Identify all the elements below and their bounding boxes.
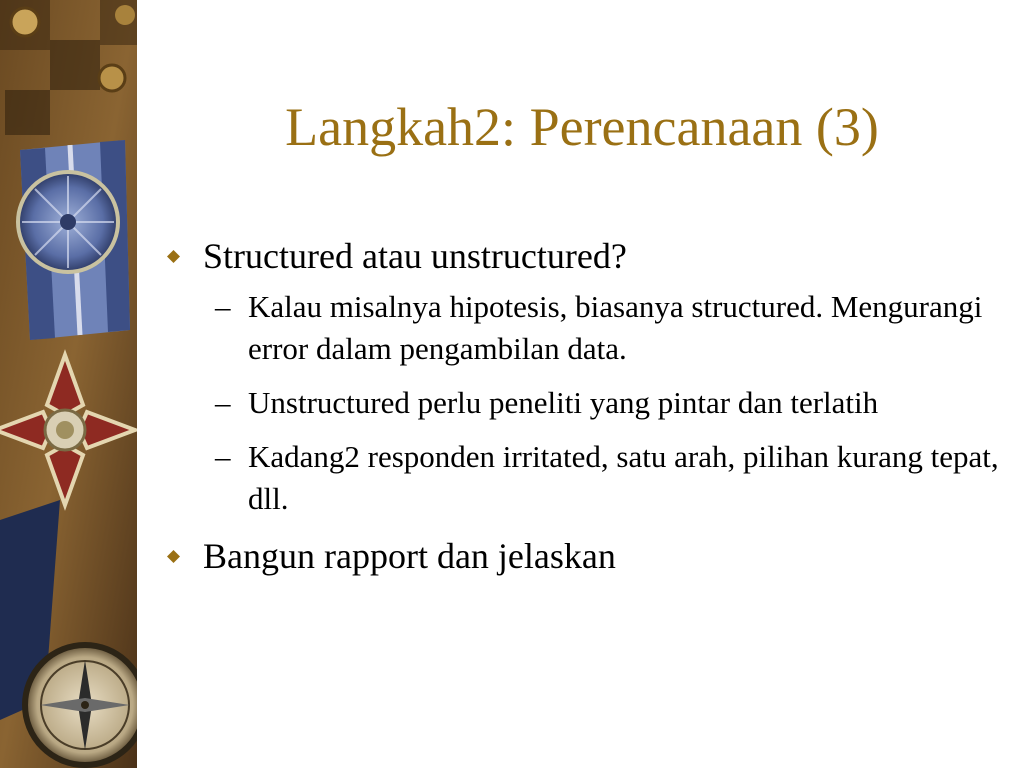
bullet-item	[165, 232, 1010, 280]
dash-marker: –	[215, 385, 231, 420]
bullet-item	[165, 532, 1010, 580]
sub-bullet-item	[215, 436, 1008, 520]
dash-marker: –	[215, 439, 231, 474]
diamond-bullet-icon	[167, 250, 180, 263]
bullet-text: Structured atau unstructured?	[203, 236, 627, 276]
slide-title: Langkah2: Perencanaan (3)	[285, 97, 879, 157]
sub-bullet-item	[215, 382, 1008, 424]
slide-body	[165, 232, 1010, 586]
medal-compass-illustration	[0, 0, 137, 768]
diamond-bullet-icon	[167, 550, 180, 563]
sub-bullet-text: Unstructured perlu peneliti yang pintar dan terlatih	[248, 385, 879, 420]
sub-bullet-item	[215, 286, 1008, 370]
dash-marker: –	[215, 289, 231, 324]
sub-bullet-text: Kalau misalnya hipotesis, biasanya structured. Mengurangi error dalam pengambilan data.	[248, 289, 983, 366]
decorative-medal-strip	[0, 0, 137, 768]
sub-bullet-text: Kadang2 responden irritated, satu arah, pilihan kurang tepat, dll.	[248, 439, 999, 516]
bullet-text: Bangun rapport dan jelaskan	[203, 536, 616, 576]
